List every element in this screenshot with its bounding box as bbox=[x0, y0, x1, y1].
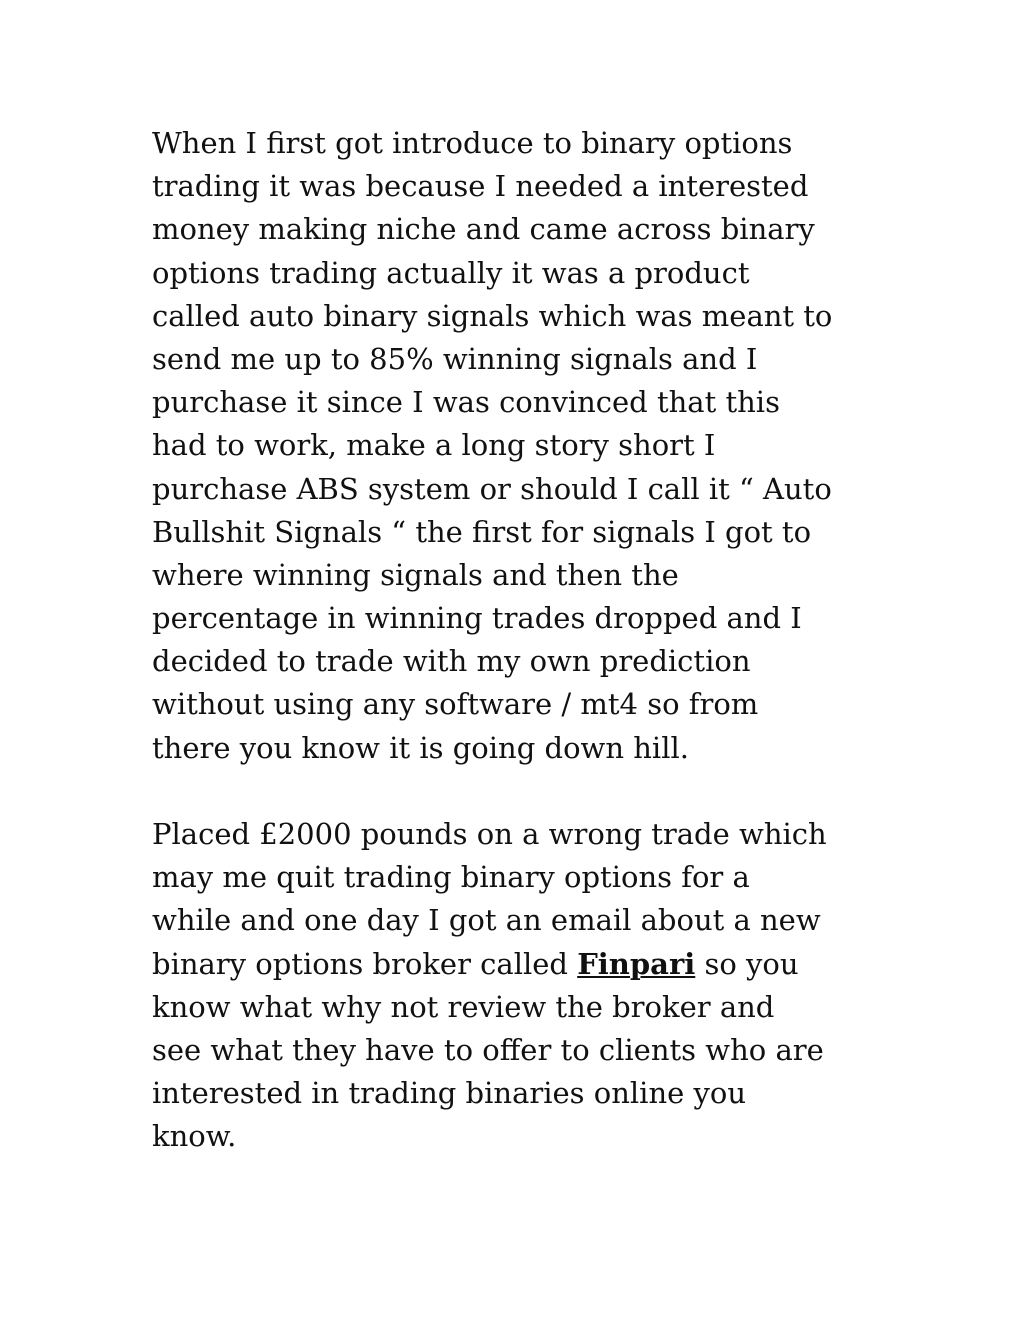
text-line: may me quit trading binary options for a bbox=[152, 860, 750, 895]
text-line: know. bbox=[152, 1119, 237, 1154]
text-line: had to work, make a long story short I bbox=[152, 428, 716, 463]
text-line: without using any software / mt4 so from bbox=[152, 687, 759, 722]
text-line: percentage in winning trades dropped and I bbox=[152, 601, 802, 636]
text-line: trading it was because I needed a interested bbox=[152, 169, 809, 204]
body-text bbox=[152, 122, 892, 1159]
text-line: see what they have to offer to clients who are bbox=[152, 1032, 824, 1067]
text-line: send me up to 85% winning signals and I bbox=[152, 341, 758, 376]
text-line: know what why not review the broker and bbox=[152, 989, 775, 1024]
text-line: where winning signals and then the bbox=[152, 557, 679, 592]
paragraph-gap bbox=[152, 770, 892, 813]
text-line: money making niche and came across binary bbox=[152, 212, 815, 247]
paragraph-1 bbox=[152, 122, 892, 770]
text-line: purchase ABS system or should I call it “ Auto bbox=[152, 471, 832, 506]
finpari-link[interactable]: Finpari bbox=[577, 946, 696, 981]
text-line: Placed £2000 pounds on a wrong trade which bbox=[152, 817, 827, 851]
text-line: decided to trade with my own prediction bbox=[152, 644, 751, 679]
link-line-after: so you bbox=[695, 946, 799, 981]
text-line: interested in trading binaries online you bbox=[152, 1076, 747, 1111]
text-line: Bullshit Signals “ the first for signals I got to bbox=[152, 514, 812, 549]
text-line: there you know it is going down hill. bbox=[152, 730, 689, 765]
text-line: options trading actually it was a product bbox=[152, 255, 750, 290]
text-line-with-link bbox=[152, 943, 892, 986]
text-line: while and one day I got an email about a new bbox=[152, 903, 821, 938]
text-line: purchase it since I was convinced that this bbox=[152, 385, 780, 420]
paragraph-2 bbox=[152, 813, 892, 1159]
link-line-before: binary options broker called bbox=[152, 946, 578, 981]
text-line: called auto binary signals which was meant to bbox=[152, 298, 833, 333]
text-line: When I first got introduce to binary options bbox=[152, 126, 793, 160]
